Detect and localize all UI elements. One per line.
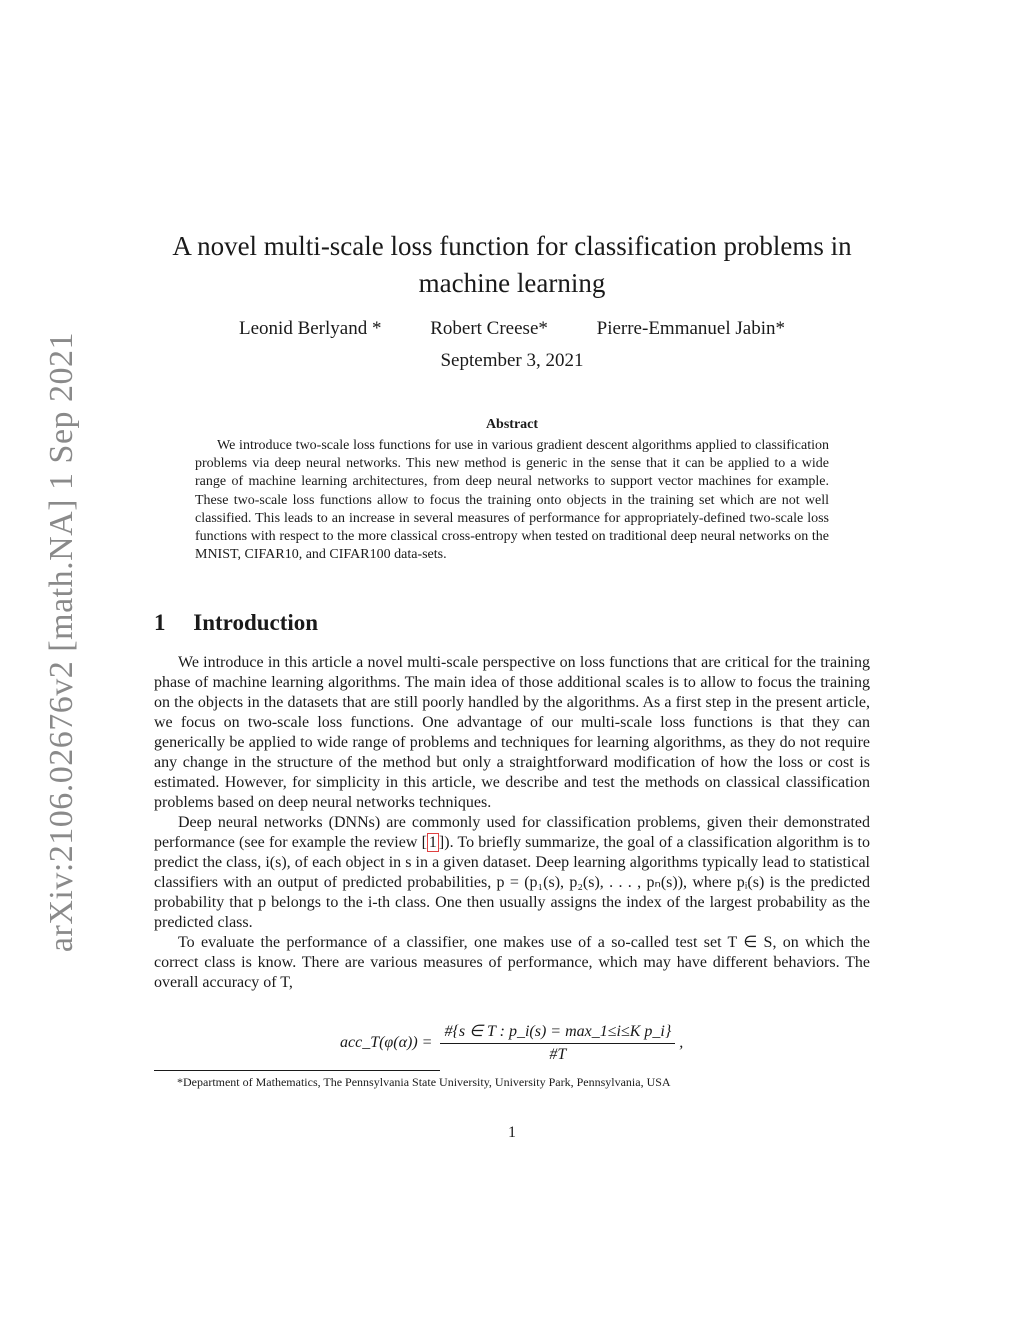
- section-title: Introduction: [193, 610, 319, 635]
- formula-lhs: acc_T(φ(α)) =: [340, 1033, 433, 1051]
- section-heading-introduction: [154, 610, 318, 636]
- accuracy-formula: [340, 1021, 683, 1064]
- author-2: Robert Creese*: [430, 318, 548, 339]
- formula-numerator: #{s ∈ T : p_i(s) = max_1≤i≤K p_i}: [440, 1021, 675, 1044]
- page-number: 1: [508, 1124, 516, 1141]
- author-3: Pierre-Emmanuel Jabin*: [596, 318, 785, 339]
- abstract-text: We introduce two-scale loss functions for use in various gradient descent algorithms applied to classification problems via deep neural networks. This new method is generic in the sense that it can be applied to a wide range of machine learning architectures, from deep neural networks to support vector machines for example. These two-scale loss functions allow to focus the training onto objects in the training set which are not well classified. This leads to an increase in several measures of performance for appropriately-defined two-scale loss functions with respect to the more classical cross-entropy when tested on traditional deep neural networks on the MNIST, CIFAR10, and CIFAR100 data-sets.: [195, 438, 829, 563]
- citation-link[interactable]: 1: [428, 834, 437, 851]
- intro-paragraph-2: [154, 813, 870, 933]
- footnote-divider: [154, 1070, 440, 1071]
- intro-paragraph-1: We introduce in this article a novel multi-scale perspective on loss functions that are critical for the training phase of machine learning algorithms. The main idea of those additional scales is to allow to focus the training on the objects in the datasets that are still poorly handled by the algorithms. As a first step in the present article, we focus on two-scale loss functions. One advantage of our multi-scale loss functions is that they can generically be applied to wide range of problems and techniques for learning algorithms, as they do not require any change in the structure of the method but only a straightforward modification of how the loss or cost is estimated. However, for simplicity in this article, we describe and test the methods on classical classification problems based on deep neural networks techniques.: [154, 654, 870, 811]
- section-number: 1: [154, 610, 166, 635]
- intro-paragraph-3: To evaluate the performance of a classifier, one makes use of a so-called test set T ∈ S, on which the correct class is know. There are various measures of performance, which may have different behaviors. The overall accuracy of T,: [154, 934, 870, 991]
- author-1: Leonid Berlyand *: [239, 318, 382, 339]
- paper-title: [150, 228, 874, 302]
- intro-paragraph-2-part-b: ]). To briefly summarize, the goal of a classification algorithm is to predict the class, i(s), of each object in s in a given dataset. Deep learning algorithms typically lead to statistical classifiers with an output of predicted probabilities, p = (p₁(s), p₂(s), . . . , pₙ(s)), where pᵢ(s) is the predicted probability that p belongs to the i-th class. One then usually assigns the index of the largest probability as the predicted class.: [154, 834, 870, 931]
- author-list: [150, 318, 874, 340]
- introduction-body: [154, 653, 870, 993]
- formula-trailing-comma: ,: [679, 1033, 684, 1051]
- affiliation-footnote: *Department of Mathematics, The Pennsylvania State University, University Park, Pennsylvania, USA: [177, 1075, 671, 1089]
- arxiv-identifier-stamp: arXiv:2106.02676v2 [math.NA] 1 Sep 2021: [43, 331, 80, 953]
- abstract-heading: Abstract: [485, 417, 539, 432]
- title-line-1: A novel multi-scale loss function for classification problems in: [172, 231, 852, 261]
- publication-date: September 3, 2021: [440, 350, 584, 371]
- intro-paragraph-2-part-a: Deep neural networks (DNNs) are commonly used for classification problems, given their demonstrated performance (see for example the review [: [154, 814, 870, 851]
- title-line-2: machine learning: [418, 268, 606, 298]
- formula-denominator: #T: [549, 1046, 567, 1063]
- formula-fraction: [440, 1021, 675, 1064]
